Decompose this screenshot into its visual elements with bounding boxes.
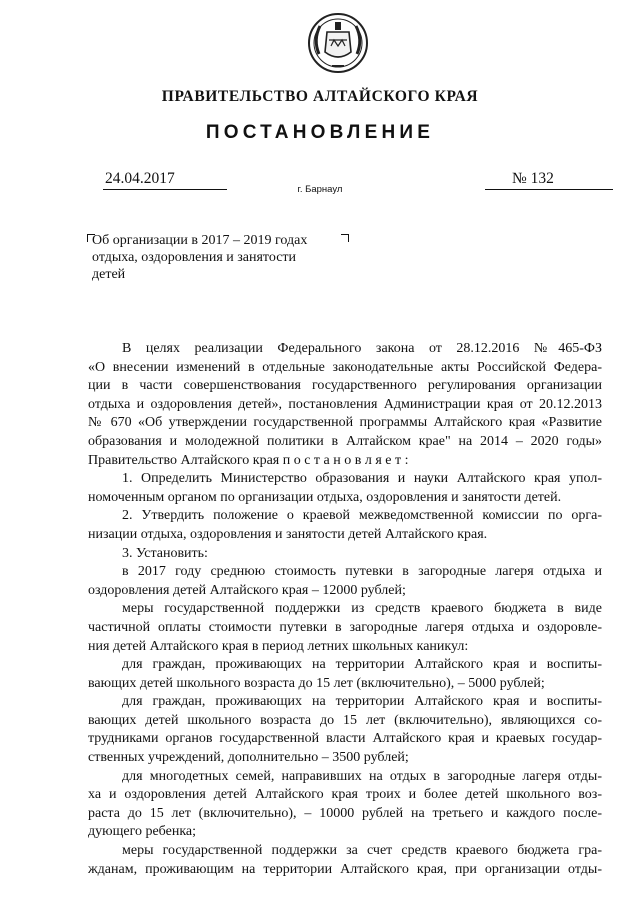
document-type-title: ПОСТАНОВЛЕНИЕ [205, 122, 435, 143]
document-city: г. Барнаул [297, 184, 343, 195]
body-line: трудниками органов государственной власти Алтайского края и краевых государ- [88, 731, 602, 747]
body-line: ха и оздоровления детей Алтайского края троих и более детей школьного воз- [88, 787, 602, 803]
body-line: отдыха и оздоровления детей», постановления Администрации края от 20.12.2013 [88, 396, 602, 412]
document-subject [92, 232, 352, 283]
body-line: меры государственной поддержки из средств краевого бюджета в виде [122, 601, 602, 617]
body-line: дующего ребенка; [88, 824, 197, 840]
body-line: для граждан, проживающих на территории Алтайского края и воспиты- [122, 657, 602, 673]
body-line: 2. Утвердить положение о краевой межведомственной комиссии по орга- [122, 508, 602, 524]
body-line: оздоровления детей Алтайского края – 12000 рублей; [88, 582, 406, 598]
body-line: вающих детей школьного возраста до 15 лет (включительно), являющихся со- [88, 712, 602, 728]
subject-line: отдыха, оздоровления и занятости [92, 250, 297, 265]
body-line: ции в части совершенствования государственного регулирования организации [88, 378, 602, 394]
body-line: в 2017 году среднюю стоимость путевки в загородные лагеря отдыха и [122, 564, 602, 580]
body-line: для граждан, проживающих на территории Алтайского края и воспиты- [122, 694, 602, 710]
subject-line: детей [92, 267, 126, 282]
document-date: 24.04.2017 [103, 170, 227, 190]
body-line: Правительство Алтайского края п о с т а н о в л я е т : [88, 452, 409, 468]
body-line: образования и молодежной политики в Алтайском крае" на 2014 – 2020 годы» [88, 433, 602, 449]
body-line: номоченным органом по организации отдыха, оздоровления и занятости детей. [88, 489, 562, 505]
document-body [88, 340, 602, 879]
subject-line: Об организации в 2017 – 2019 годах [92, 233, 308, 248]
body-line: ственных учреждений, дополнительно – 3500 рублей; [88, 750, 409, 766]
body-line: низации отдыха, оздоровления и занятости детей Алтайского края. [88, 526, 488, 542]
body-line: 3. Установить: [122, 545, 208, 561]
body-line: В целях реализации Федерального закона от 28.12.2016 №465-ФЗ [122, 341, 602, 356]
body-line: для многодетных семей, направивших на отдых в загородные лагеря отды- [122, 768, 602, 784]
document-number: № 132 [485, 170, 613, 190]
body-line: № 670 «Об утверждении государственной программы Алтайского края «Развитие [88, 415, 602, 431]
body-line: «О внесении изменений в отдельные законодательные акты Российской Федера- [88, 359, 602, 375]
body-line: раста до 15 лет (включительно), – 10000 рублей на третьего и каждого после- [88, 805, 602, 821]
body-line: вающих детей школьного возраста до 15 лет (включительно), – 5000 рублей; [88, 675, 545, 691]
body-line: 1. Определить Министерство образования и науки Алтайского края упол- [122, 471, 602, 487]
organization-name: ПРАВИТЕЛЬСТВО АЛТАЙСКОГО КРАЯ [161, 88, 479, 105]
body-line: частичной оплаты стоимости путевки в загородные лагеря отдыха и оздоровле- [88, 619, 602, 635]
body-line: меры государственной поддержки за счет средств краевого бюджета гра- [122, 843, 602, 859]
body-line: жданам, проживающим на территории Алтайского края, при организации отды- [88, 861, 602, 877]
body-line: ния детей Алтайского края в период летних школьных каникул: [88, 638, 469, 654]
coat-of-arms-icon [305, 10, 371, 76]
